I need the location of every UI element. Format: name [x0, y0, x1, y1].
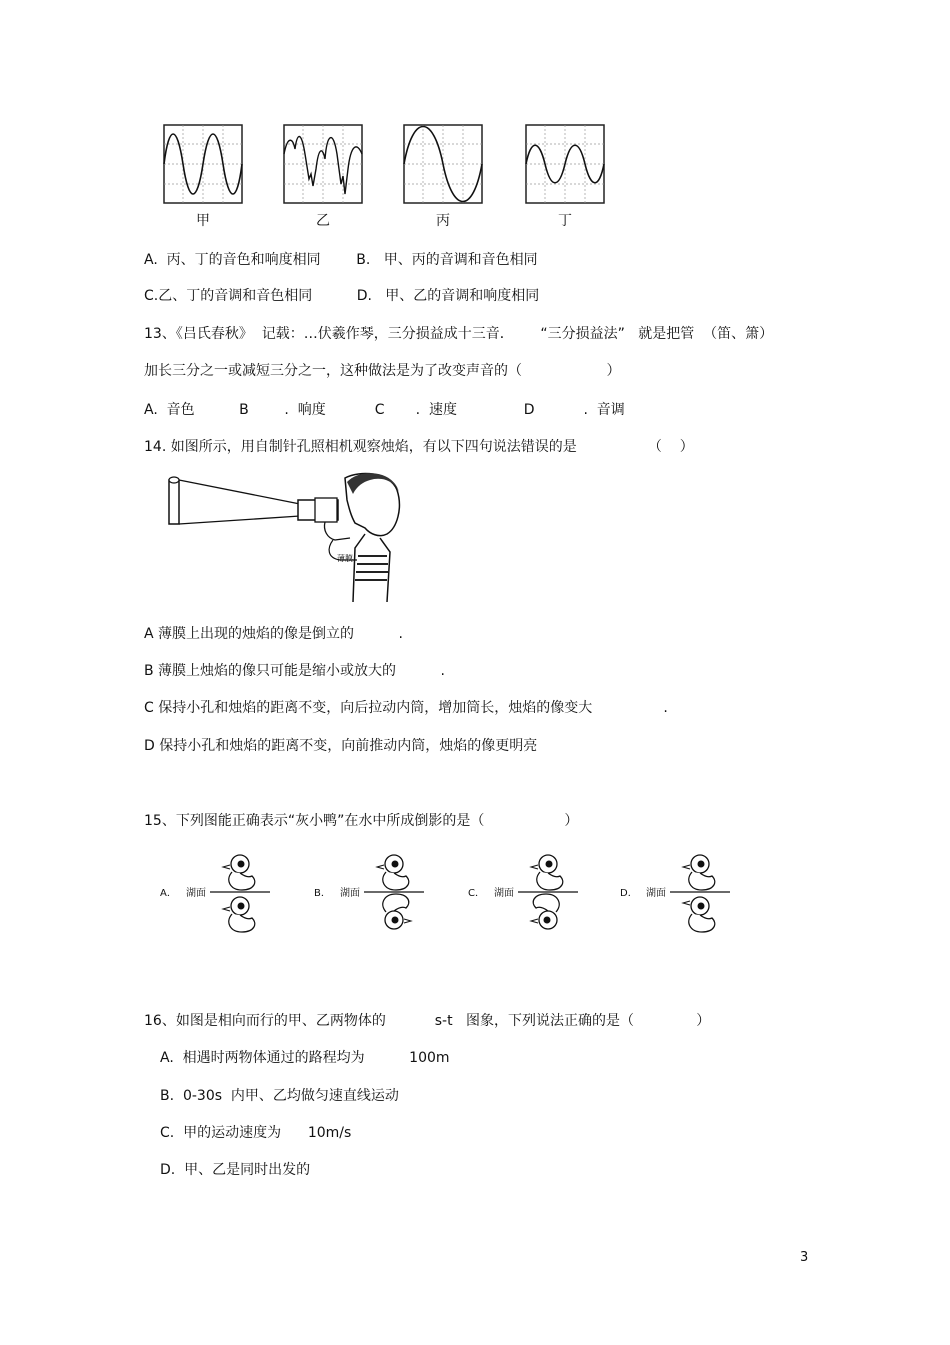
duck-option-b-letter: B． [314, 888, 331, 899]
wave-label-bing: 丙 [436, 213, 450, 229]
waveform-bing [403, 124, 483, 204]
q16-option-c: C. 甲的运动速度为 10m/s [160, 1125, 352, 1141]
duck-option-b-label: 湖面 [340, 888, 360, 899]
waveform-ding [525, 124, 605, 204]
duck-figure-b [364, 850, 424, 935]
duck-option-d-letter: D． [620, 888, 638, 899]
q12-option-line-2: C.乙、丁的音调和音色相同 D. 甲、乙的音调和响度相同 [144, 288, 540, 304]
q14-option-d: D 保持小孔和烛焰的距离不变，向前推动内筒，烛焰的像更明亮 [144, 738, 538, 754]
q13-options: A. 音色 B . 响度 C . 速度 D . 音调 [144, 402, 625, 418]
q15-stem: 15、下列图能正确表示“灰小鸭”在水中所成倒影的是（ ） [144, 813, 579, 829]
wave-label-jia: 甲 [196, 213, 210, 229]
q13-stem-line-1: 13、《吕氏春秋》 记载：…伏羲作琴，三分损益成十三音． “三分损益法” 就是把管 （笛、箫） [144, 326, 774, 342]
q14-option-c: C 保持小孔和烛焰的距离不变，向后拉动内筒，增加筒长，烛焰的像变大 . [144, 700, 668, 716]
q16-option-a: A. 相遇时两物体通过的路程均为 100m [160, 1050, 450, 1066]
wave-label-yi: 乙 [316, 213, 330, 229]
waveform-jia [163, 124, 243, 204]
page-number: 3 [800, 1250, 809, 1265]
duck-option-a-letter: A． [160, 888, 177, 899]
q16-option-d: D. 甲、乙是同时出发的 [160, 1162, 311, 1178]
pinhole-camera-figure [165, 468, 410, 606]
duck-option-c-letter: C． [468, 888, 485, 899]
duck-figure-c [518, 850, 578, 935]
q16-option-b: B. 0-30s 内甲、乙均做匀速直线运动 [160, 1088, 399, 1104]
duck-figure-a [210, 850, 270, 935]
duck-option-a-label: 湖面 [186, 888, 206, 899]
q14-stem: 14. 如图所示，用自制针孔照相机观察烛焰，有以下四句说法错误的是 （ ） [144, 439, 694, 455]
waveform-yi [283, 124, 363, 204]
duck-option-c-label: 湖面 [494, 888, 514, 899]
q14-option-a: A 薄膜上出现的烛焰的像是倒立的 . [144, 626, 403, 642]
membrane-label: 薄膜 [337, 554, 353, 563]
q16-stem: 16、如图是相向而行的甲、乙两物体的 s-t 图象，下列说法正确的是（ ） [144, 1013, 711, 1029]
wave-label-ding: 丁 [558, 213, 572, 229]
duck-option-d-label: 湖面 [646, 888, 666, 899]
duck-figure-d [670, 850, 730, 935]
q12-option-line-1: A. 丙、丁的音色和响度相同 B. 甲、丙的音调和音色相同 [144, 252, 538, 268]
q14-option-b: B 薄膜上烛焰的像只可能是缩小或放大的 . [144, 663, 446, 679]
q13-stem-line-2: 加长三分之一或减短三分之一，这种做法是为了改变声音的（ ） [144, 363, 621, 379]
